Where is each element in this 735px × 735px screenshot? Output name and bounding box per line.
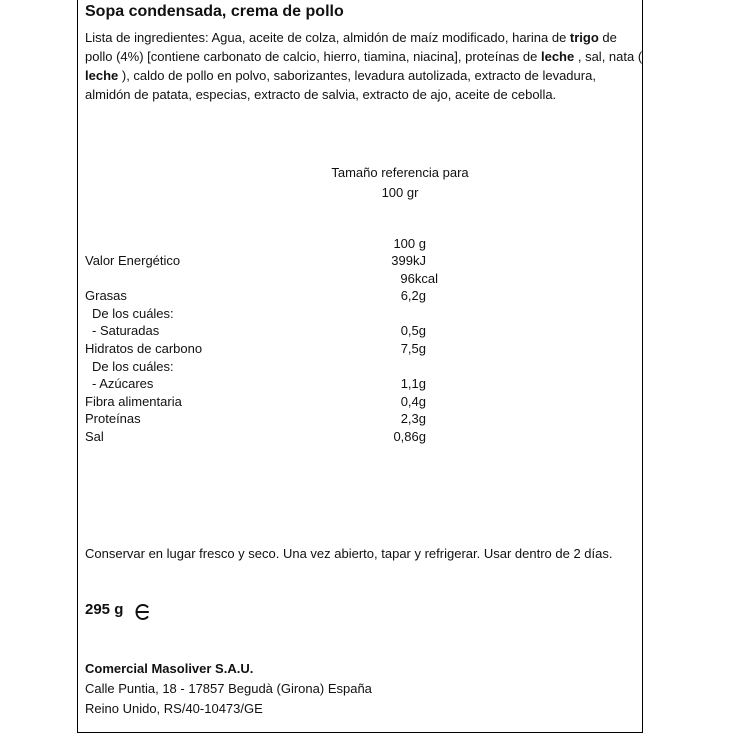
ingredients-text: de pollo (4%) [contiene carbonato de calcio, hierro, tiamina, niacina], proteínas de [85,30,617,64]
company-address: Calle Puntia, 18 - 17857 Begudà (Girona) España [85,681,372,696]
nutrient-value: 0,4g [400,394,426,409]
ingredients-text: Lista de ingredientes: Agua, aceite de colza, almidón de maíz modificado, harina de [85,30,570,45]
ingredients-text: ), caldo de pollo en polvo, saborizantes, levadura autolizada, extracto de levadura, almidón de patata, especias, extracto de salvia, extracto de ajo, aceite de cebolla. [85,68,596,102]
product-title: Sopa condensada, crema de pollo [85,3,344,20]
nutrient-label: - Saturadas [92,323,160,338]
reference-size-header [300,163,500,203]
reference-size-line2: 100 gr [381,185,419,200]
reference-size-line1: Tamaño referencia para [331,165,469,180]
nutrient-value: 1,1g [400,376,426,391]
energy-kj-value: 399kJ [391,253,426,268]
allergen-trigo: trigo [569,30,599,45]
nutrient-value: 6,2g [400,288,426,303]
energy-kcal-value: 96kcal [400,271,438,286]
nutrient-label: Sal [85,429,104,444]
nutrient-value: 2,3g [400,411,426,426]
energy-label: Valor Energético [85,253,181,268]
ingredients-text: , sal, nata ( [574,49,643,64]
nutrient-label: - Azúcares [92,376,154,391]
company-name: Comercial Masoliver S.A.U. [85,661,254,676]
nutrient-label: Proteínas [85,411,141,426]
company-uk-registration: Reino Unido, RS/40-10473/GE [85,701,263,716]
nutrient-label: Hidratos de carbono [85,341,203,356]
nutrient-value: 0,5g [400,323,426,338]
nutrient-label: Grasas [85,288,127,303]
storage-instructions: Conservar en lugar fresco y seco. Una vez abierto, tapar y refrigerar. Usar dentro de 2 días. [85,546,613,561]
nutrient-sublabel: De los cuáles: [92,359,174,374]
ingredients-list [85,28,645,104]
column-header: 100 g [393,236,426,251]
allergen-leche: leche [540,49,575,64]
estimated-sign-icon [135,603,151,621]
net-weight: 295 g [85,601,124,618]
nutrient-value: 0,86g [393,429,426,444]
allergen-leche: leche [85,68,119,83]
nutrient-label: Fibra alimentaria [85,394,182,409]
nutrient-sublabel: De los cuáles: [92,306,174,321]
nutrient-value: 7,5g [400,341,426,356]
